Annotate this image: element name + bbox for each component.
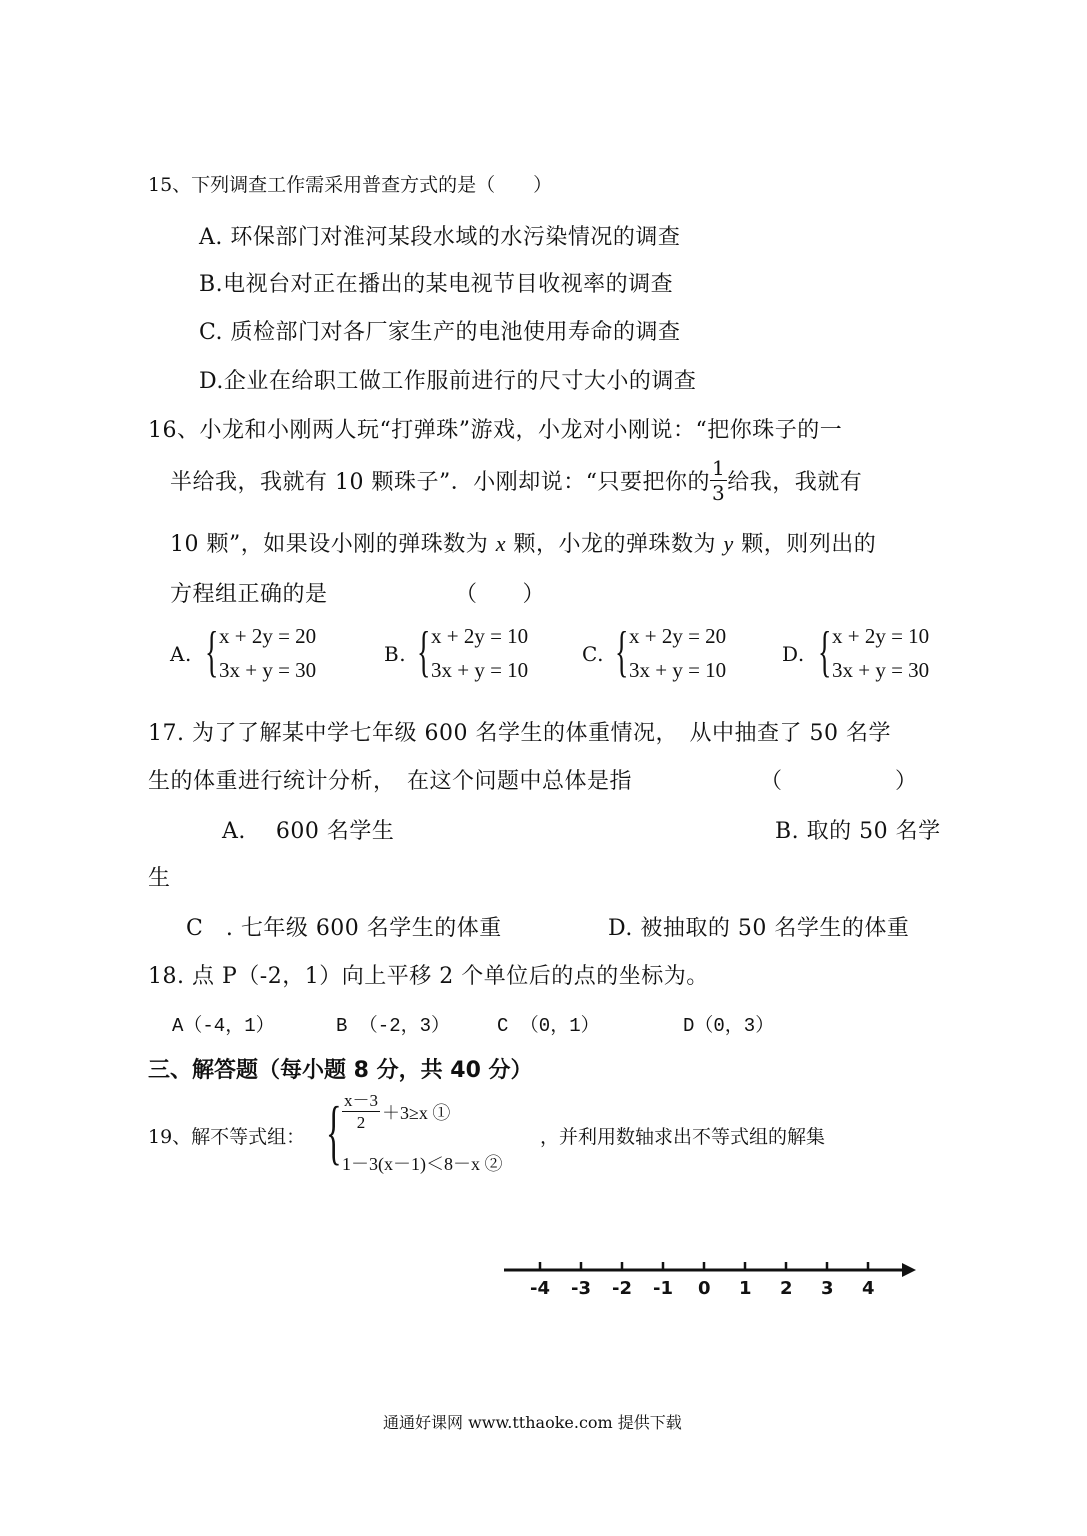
- fraction-one-third: [710, 455, 727, 505]
- q15-option-b: B.电视台对正在播出的某电视节目收视率的调查: [199, 272, 674, 297]
- q18-stem: 18. 点 P（-2，1）向上平移 2 个单位后的点的坐标为。: [148, 964, 709, 989]
- equation-2: 3x + y = 10: [431, 658, 529, 682]
- q17-option-c: C . 七年级 600 名学生的体重: [186, 916, 502, 941]
- q15-option-d: D.企业在给职工做工作服前进行的尺寸大小的调查: [199, 369, 697, 394]
- brace-icon: {: [615, 621, 629, 683]
- inequality-1-rest: ＋3≥x ①: [382, 1102, 451, 1123]
- q16-option-b-label: B.: [384, 642, 407, 666]
- equation-1: x + 2y = 10: [431, 624, 529, 648]
- section-heading: 三、解答题（每小题 8 分，共 40 分）: [148, 1058, 533, 1083]
- arrow-head-icon: [902, 1263, 916, 1277]
- inequality-system: [326, 1092, 546, 1178]
- q16-line4: 方程组正确的是: [170, 582, 328, 607]
- footer-credit: 通通好课网 www.tthaoke.com 提供下载: [383, 1413, 682, 1432]
- equation-1: x + 2y = 20: [629, 624, 727, 648]
- inequality-2: 1－3(x－1)＜8－x ②: [342, 1154, 503, 1174]
- inequality-1-numerator: x－3: [344, 1091, 378, 1110]
- q18-option-a: A（-4，1）: [172, 1015, 275, 1037]
- fraction-numerator: 1: [711, 455, 726, 480]
- q17-answer-paren: （ ）: [760, 769, 918, 794]
- brace-icon: {: [417, 621, 431, 683]
- q16-line2: [170, 450, 862, 510]
- brace-icon: {: [326, 1092, 342, 1172]
- q16-line3-part-c: 颗，则列出的: [741, 532, 877, 557]
- q15-stem: 15、下列调查工作需采用普查方式的是（ ）: [148, 174, 553, 196]
- q17-option-a: A. 600 名学生: [222, 819, 395, 844]
- q16-line1: 16、小龙和小刚两人玩“打弹珠”游戏，小龙对小刚说：“把你珠子的一: [148, 418, 843, 443]
- q16-option-d-system: [818, 621, 958, 690]
- q16-line3: [170, 527, 876, 558]
- q16-option-c-label: C.: [582, 642, 604, 666]
- q15-option-c: C. 质检部门对各厂家生产的电池使用寿命的调查: [199, 320, 681, 345]
- equation-1: x + 2y = 10: [832, 624, 930, 648]
- q16-option-a-system: [205, 621, 345, 690]
- q17-line2: 生的体重进行统计分析， 在这个问题中总体是指: [148, 769, 633, 794]
- q16-answer-paren: （ ）: [455, 582, 546, 607]
- q19-stem: 19、解不等式组：: [148, 1126, 306, 1148]
- q16-line2-part-b: 给我，我就有: [727, 469, 863, 495]
- equation-2: 3x + y = 30: [832, 658, 930, 682]
- number-line-tick-label: -1: [653, 1278, 673, 1299]
- equation-2: 3x + y = 30: [219, 658, 317, 682]
- q16-line3-part-b: 颗，小龙的弹珠数为: [513, 532, 717, 557]
- inequality-1: [342, 1092, 450, 1131]
- q18-option-d: D（0，3）: [683, 1015, 775, 1037]
- number-line-tick-label: 3: [821, 1278, 834, 1299]
- number-line-tick-label: 0: [698, 1278, 711, 1299]
- q18-option-b: B （-2，3）: [336, 1015, 451, 1037]
- number-line-tick-label: 4: [862, 1278, 875, 1299]
- variable-x: x: [495, 531, 507, 556]
- number-line-tick-label: -3: [571, 1278, 591, 1299]
- equation-1: x + 2y = 20: [219, 624, 317, 648]
- q16-option-a-label: A.: [170, 642, 192, 666]
- number-line-tick-label: -4: [530, 1278, 550, 1299]
- inequality-1-denominator: 2: [356, 1113, 366, 1132]
- equation-2: 3x + y = 10: [629, 658, 727, 682]
- q17-line1: 17. 为了了解某中学七年级 600 名学生的体重情况， 从中抽查了 50 名学: [148, 721, 891, 746]
- number-line-tick-label: -2: [612, 1278, 632, 1299]
- q16-option-d-label: D.: [782, 642, 805, 666]
- variable-y: y: [723, 531, 734, 556]
- number-line-tick-label: 2: [780, 1278, 793, 1299]
- brace-icon: {: [818, 621, 832, 683]
- q16-line2-part-a: 半给我，我就有 10 颗珠子”．小刚却说：“只要把你的: [170, 469, 710, 495]
- q17-option-b-continued: 生: [148, 866, 171, 891]
- q15-option-a: A. 环保部门对淮河某段水域的水污染情况的调查: [199, 225, 681, 250]
- fraction-denominator: 3: [711, 480, 726, 505]
- q17-option-d: D. 被抽取的 50 名学生的体重: [608, 916, 910, 941]
- q19-tail: ，并利用数轴求出不等式组的解集: [540, 1126, 826, 1148]
- brace-icon: {: [205, 621, 219, 683]
- number-line-tick-label: 1: [739, 1278, 752, 1299]
- q16-option-c-system: [615, 621, 755, 690]
- q18-option-c: C （0，1）: [497, 1015, 600, 1037]
- inequality-1-fraction: [342, 1092, 380, 1131]
- q16-option-b-system: [417, 621, 557, 690]
- q17-option-b: B. 取的 50 名学: [775, 819, 941, 844]
- q16-line3-part-a: 10 颗”，如果设小刚的弹珠数为: [170, 532, 489, 557]
